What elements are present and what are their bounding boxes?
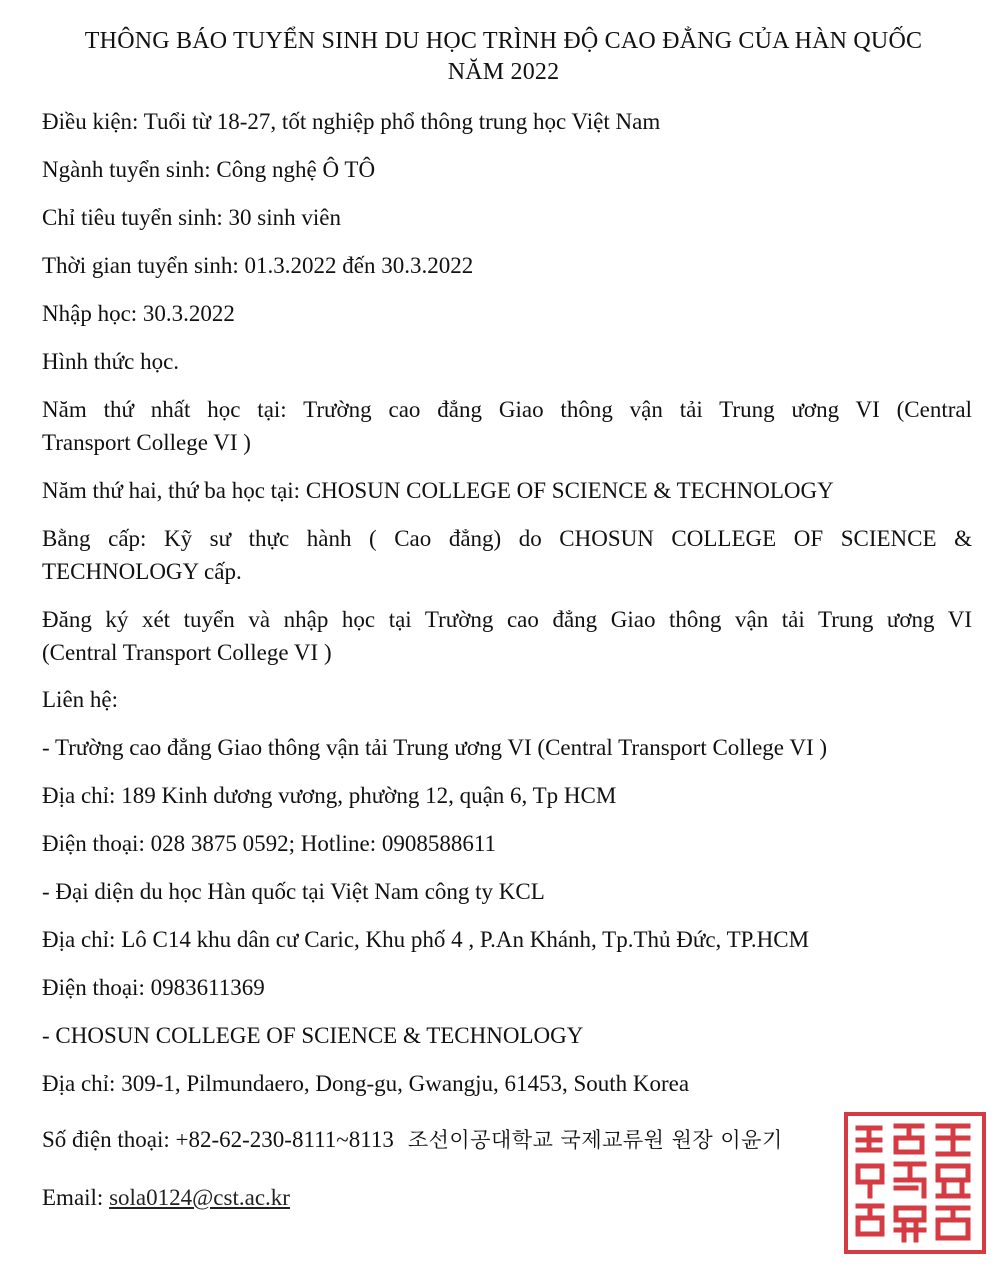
school-address-line: Địa chỉ: 189 Kinh dương vương, phường 12, quận 6, Tp HCM: [42, 783, 617, 808]
degree-line-1: Bằng cấp: Kỹ sư thực hành ( Cao đẳng) do CHOSUN COLLEGE OF SCIENCE &: [42, 526, 972, 551]
registration-line-1: Đăng ký xét tuyển và nhập học tại Trường cao đẳng Giao thông vận tải Trung ương VI: [42, 607, 972, 632]
email-link[interactable]: sola0124@cst.ac.kr: [109, 1185, 290, 1210]
enrollment-date-line: Nhập học: 30.3.2022: [42, 301, 235, 326]
chosun-phone-text: Số điện thoại: +82-62-230-8111~8113: [42, 1127, 394, 1152]
second-third-year-line: Năm thứ hai, thứ ba học tại: CHOSUN COLLEGE OF SCIENCE & TECHNOLOGY: [42, 478, 834, 503]
major-line: Ngành tuyển sinh: Công nghệ Ô TÔ: [42, 157, 376, 182]
school-name-line: - Trường cao đẳng Giao thông vận tải Trung ương VI (Central Transport College VI ): [42, 735, 828, 760]
school-phone-line: Điện thoại: 028 3875 0592; Hotline: 0908588611: [42, 831, 497, 856]
notice-title-line2: NĂM 2022: [447, 59, 560, 85]
kcl-phone-line: Điện thoại: 0983611369: [42, 975, 265, 1000]
red-seal-stamp-icon: [840, 1108, 990, 1258]
email-line: [42, 1183, 972, 1213]
korean-signature-text: 조선이공대학교 국제교류원 원장 이윤기: [407, 1128, 783, 1152]
chosun-address-line: Địa chỉ: 309-1, Pilmundaero, Dong-gu, Gwangju, 61453, South Korea: [42, 1071, 690, 1096]
admission-period-line: Thời gian tuyển sinh: 01.3.2022 đến 30.3.2022: [42, 253, 474, 278]
first-year-line-2: Transport College VI ): [42, 430, 251, 455]
condition-line: Điều kiện: Tuổi từ 18-27, tốt nghiệp phổ thông trung học Việt Nam: [42, 109, 661, 134]
contact-heading: Liên hệ:: [42, 687, 118, 712]
chosun-phone-line: [42, 1125, 972, 1155]
kcl-name-line: - Đại diện du học Hàn quốc tại Việt Nam công ty KCL: [42, 879, 545, 904]
email-label: Email:: [42, 1185, 110, 1210]
study-format-line: Hình thức học.: [42, 349, 180, 374]
quota-line: Chỉ tiêu tuyển sinh: 30 sinh viên: [42, 205, 341, 230]
notice-title-line1: THÔNG BÁO TUYỂN SINH DU HỌC TRÌNH ĐỘ CAO ĐẲNG CỦA HÀN QUỐC: [84, 28, 923, 54]
kcl-address-line: Địa chỉ: Lô C14 khu dân cư Caric, Khu phố 4 , P.An Khánh, Tp.Thủ Đức, TP.HCM: [42, 927, 810, 952]
first-year-line-1: Năm thứ nhất học tại: Trường cao đẳng Giao thông vận tải Trung ương VI (Central: [42, 397, 972, 422]
degree-line-2: TECHNOLOGY cấp.: [42, 559, 242, 584]
registration-line-2: (Central Transport College VI ): [42, 640, 332, 665]
chosun-name-line: - CHOSUN COLLEGE OF SCIENCE & TECHNOLOGY: [42, 1023, 584, 1048]
